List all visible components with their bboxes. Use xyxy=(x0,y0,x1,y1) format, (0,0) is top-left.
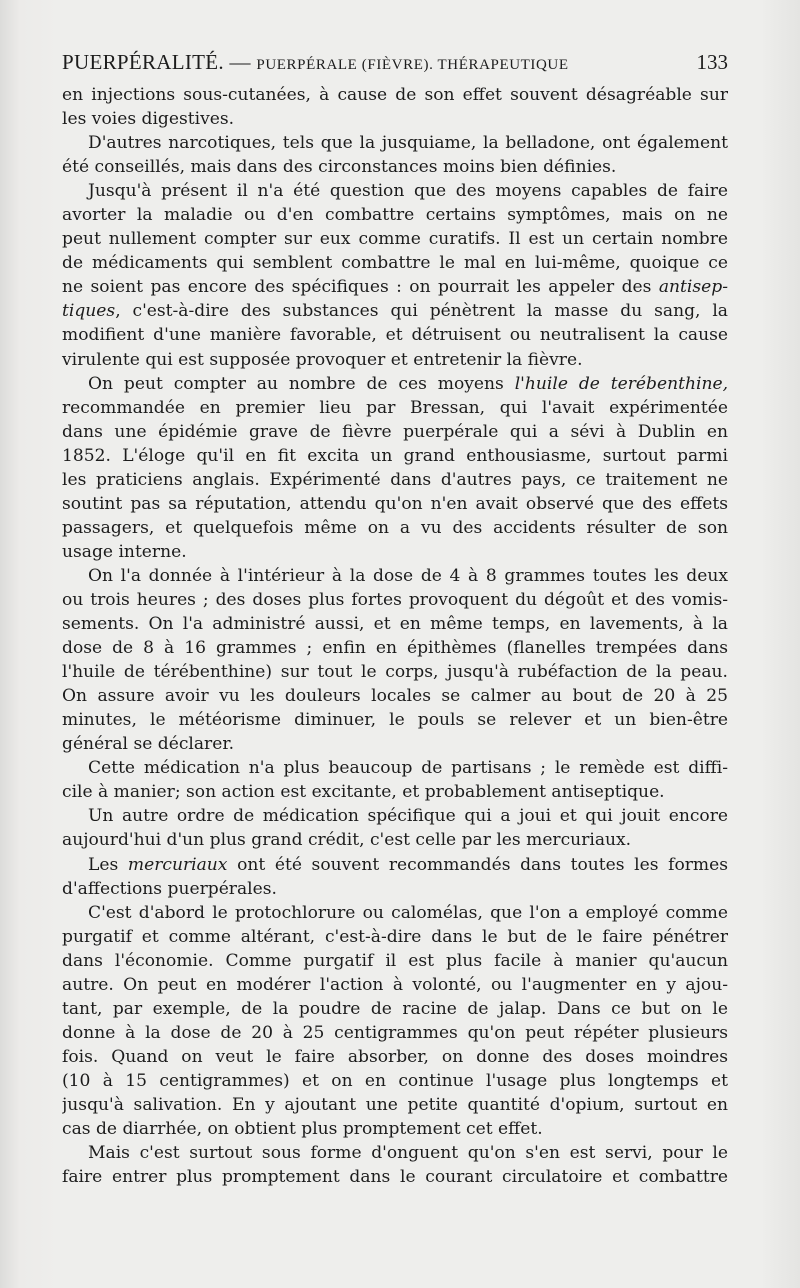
text-line: On l'a donnée à l'intérieur à la dose de 4 à 8 grammes toutes les deux xyxy=(88,565,728,586)
text-line: Un autre ordre de médication spécifique qui a joui et qui jouit encore xyxy=(88,806,728,827)
text-line: 1852. L'éloge qu'il en fit excita un grand enthousiasme, surtout parmi xyxy=(62,445,728,466)
text-line: minutes, le météorisme diminuer, le pouls se relever et un bien-être xyxy=(62,710,728,731)
text-line: faire entrer plus promptement dans le courant circulatoire et combattre xyxy=(62,1167,728,1188)
text-line: cas de diarrhée, on obtient plus promptement cet effet. xyxy=(62,1119,543,1140)
text-line: usage interne. xyxy=(62,541,187,562)
text-line: passagers, et quelquefois même on a vu des accidents résulter de son xyxy=(62,517,728,538)
text-line: C'est d'abord le protochlorure ou calomélas, que l'on a employé comme xyxy=(88,902,728,923)
text-line: de médicaments qui semblent combattre le mal en lui-même, quoique ce xyxy=(62,253,728,274)
text-line: ne soient pas encore des spécifiques : on pourrait les appeler des antisep- xyxy=(62,277,728,298)
text-line: aujourd'hui d'un plus grand crédit, c'est celle par les mercuriaux. xyxy=(62,830,632,851)
text-line: en injections sous-cutanées, à cause de son effet souvent désagréable sur xyxy=(62,85,728,105)
text-line: peut nullement compter sur eux comme curatifs. Il est un certain nombre xyxy=(62,229,728,250)
text-line: fois. Quand on veut le faire absorber, on donne des doses moindres xyxy=(62,1046,728,1067)
text-line: dans une épidémie grave de fièvre puerpérale qui a sévi à Dublin en xyxy=(62,421,728,442)
text-line: cile à manier; son action est excitante, et probablement antiseptique. xyxy=(62,782,665,803)
text-line: On assure avoir vu les douleurs locales se calmer au bout de 20 à 25 xyxy=(62,686,728,707)
text-line: l'huile de térébenthine) sur tout le corps, jusqu'à rubéfaction de la peau. xyxy=(62,662,728,683)
text-line: purgatif et comme altérant, c'est-à-dire dans le but de le faire pénétrer xyxy=(62,926,728,947)
text-line: soutint pas sa réputation, attendu qu'on n'en avait observé que des effets xyxy=(62,493,728,514)
text-line: Les mercuriaux ont été souvent recommandés dans toutes les formes xyxy=(88,854,728,875)
text-line: ou trois heures ; des doses plus fortes provoquent du dégoût et des vomis- xyxy=(62,589,728,610)
text-line: jusqu'à salivation. En y ajoutant une petite quantité d'opium, surtout en xyxy=(62,1094,728,1115)
text-line: Cette médication n'a plus beaucoup de partisans ; le remède est diffi- xyxy=(88,758,728,779)
header-title: PUERPÉRALITÉ. — PUERPÉRALE (FIÈVRE). THÉRAPEUTIQUE xyxy=(62,50,569,74)
text-line: recommandée en premier lieu par Bressan, qui l'avait expérimentée xyxy=(62,397,728,418)
text-line: tiques, c'est-à-dire des substances qui pénètrent la masse du sang, la xyxy=(62,301,728,322)
text-line: les praticiens anglais. Expérimenté dans d'autres pays, ce traitement ne xyxy=(62,469,728,490)
text-line: (10 à 15 centigrammes) et on en continue l'usage plus longtemps et xyxy=(62,1070,728,1091)
text-line: modifient d'une manière favorable, et détruisent ou neutralisent la cause xyxy=(62,325,728,346)
text-line: On peut compter au nombre de ces moyens l'huile de terébenthine, xyxy=(88,373,728,394)
text-line: Jusqu'à présent il n'a été question que des moyens capables de faire xyxy=(88,181,728,202)
text-line: autre. On peut en modérer l'action à volonté, ou l'augmenter en y ajou- xyxy=(62,974,728,995)
text-line: tant, par exemple, de la poudre de racine de jalap. Dans ce but on le xyxy=(62,998,728,1019)
text-line: dose de 8 à 16 grammes ; enfin en épithèmes (flanelles trempées dans xyxy=(62,638,728,659)
body-text xyxy=(62,83,728,1189)
text-line: avorter la maladie ou d'en combattre certains symptômes, mais on ne xyxy=(62,205,728,226)
text-line: été conseillés, mais dans des circonstances moins bien définies. xyxy=(62,157,617,178)
text-line: Mais c'est surtout sous forme d'onguent qu'on s'en est servi, pour le xyxy=(88,1143,728,1164)
text-line: général se déclarer. xyxy=(62,734,235,755)
text-line: les voies digestives. xyxy=(62,109,235,130)
text-line: d'affections puerpérales. xyxy=(62,878,277,899)
text-line: virulente qui est supposée provoquer et entretenir la fièvre. xyxy=(62,349,583,370)
text-line: D'autres narcotiques, tels que la jusquiame, la belladone, ont également xyxy=(88,133,728,154)
page-number: 133 xyxy=(696,50,728,74)
text-line: donne à la dose de 20 à 25 centigrammes qu'on peut répéter plusieurs xyxy=(62,1022,728,1043)
text-line: sements. On l'a administré aussi, et en même temps, en lavements, à la xyxy=(62,614,728,635)
text-line: dans l'économie. Comme purgatif il est plus facile à manier qu'aucun xyxy=(62,950,728,971)
running-header xyxy=(62,50,728,74)
